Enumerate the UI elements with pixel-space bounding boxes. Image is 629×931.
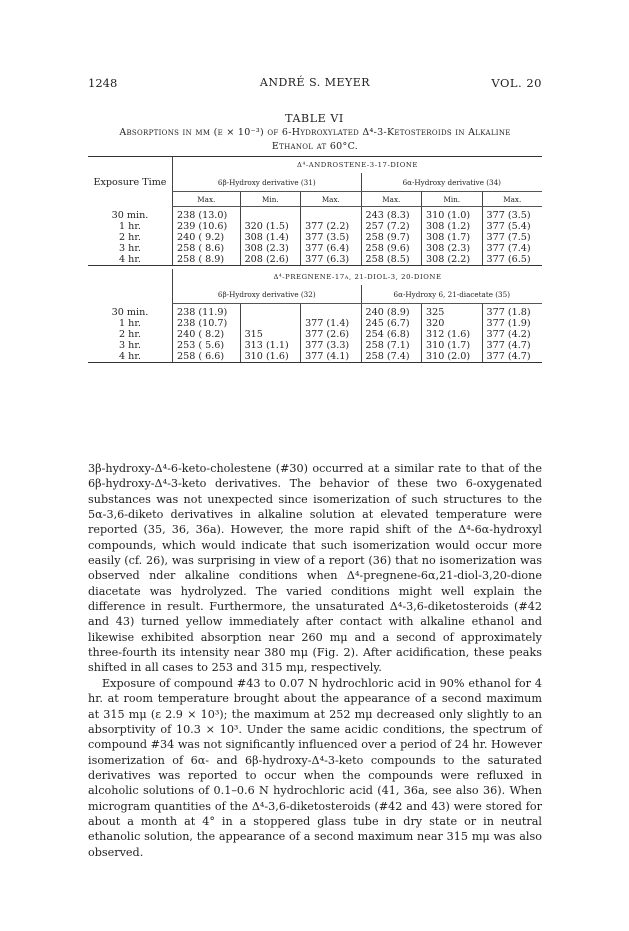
exposure-time-cell: 4 hr.: [88, 254, 173, 266]
subheader-row: [88, 192, 542, 207]
absorption-value-cell: 377 (1.4): [301, 318, 361, 329]
absorption-value-cell: 377 (4.7): [482, 340, 542, 351]
absorption-value-cell: 238 (13.0): [173, 210, 241, 221]
paragraph-2: Exposure of compound #43 to 0.07 N hydrochloric acid in 90% ethanol for 4 hr. at room temperature brought about the appearance of a second maximum at 315 mμ (ε 2.9 × 10³); the maximum at 252 mμ decreased only slightly to an absorptivity of 10.3 × 10³. Under the same acidic conditions, the spectrum of compound #34 was not significantly influenced over a period of 24 hr. However isomerization of 6α- and 6β-hydroxy-Δ⁴-3-keto compounds to the saturated derivatives was reported to occur when the compounds were refluxed in alcoholic solutions of 0.1–0.6 N hydrochloric acid (41, 36a, see also 36). When microgram quantities of the Δ⁴-3,6-diketosteroids (#42 and 43) were stored for about a month at 4° in a stoppered glass tube in dry state or in neutral ethanolic solution, the appearance of a second maximum near 315 mμ was also observed.: [88, 676, 542, 859]
absorption-value-cell: 308 (2.3): [422, 243, 482, 254]
absorption-value-cell: 258 ( 8.9): [173, 254, 241, 266]
absorption-value-cell: 240 ( 8.2): [173, 329, 241, 340]
absorption-value-cell: 312 (1.6): [422, 329, 482, 340]
table-row: [88, 307, 542, 318]
absorption-value-cell: 377 (1.9): [482, 318, 542, 329]
absorption-value-cell: 240 ( 9.2): [173, 232, 241, 243]
absorption-value-cell: 238 (11.9): [173, 307, 241, 318]
exposure-blank: [88, 269, 173, 285]
absorption-value-cell: 253 ( 5.6): [173, 340, 241, 351]
compound-title: Δ⁴-ANDROSTENE-3-17-DIONE: [173, 157, 543, 174]
absorption-value-cell: 245 (6.7): [361, 318, 421, 329]
table-caption: [88, 126, 542, 154]
spacer: [88, 363, 542, 367]
absorption-value-cell: 377 (5.4): [482, 221, 542, 232]
absorption-value-cell: 377 (3.5): [482, 210, 542, 221]
absorption-value-cell: 254 (6.8): [361, 329, 421, 340]
absorption-value-cell: 258 ( 8.6): [173, 243, 241, 254]
subheader-cell: Max.: [301, 192, 361, 207]
absorption-value-cell: 308 (1.4): [240, 232, 300, 243]
section2-title-row: [88, 269, 542, 285]
subheader-cell: Min.: [422, 192, 482, 207]
table-caption-line-2: Ethanol at 60°C.: [271, 141, 359, 152]
table-title: TABLE VI: [285, 112, 344, 125]
subheader-cell: Max.: [173, 192, 241, 207]
absorption-value-cell: 377 (1.8): [482, 307, 542, 318]
exposure-blank: [88, 192, 173, 207]
exposure-time-cell: 3 hr.: [119, 243, 141, 254]
table-row: [88, 329, 542, 340]
absorption-value-cell: 377 (4.2): [482, 329, 542, 340]
table-row: [88, 340, 542, 351]
section1-title-row: [88, 157, 542, 174]
absorption-value-cell: 238 (10.7): [173, 318, 241, 329]
subheader-cell: Max.: [361, 192, 421, 207]
absorption-value-cell: 377 (3.3): [301, 340, 361, 351]
table-row: [88, 254, 542, 266]
absorption-value-cell: 377 (7.4): [482, 243, 542, 254]
exposure-time-cell: 1 hr.: [119, 318, 141, 329]
absorption-value-cell: 377 (2.6): [301, 329, 361, 340]
absorption-value-cell: [240, 307, 300, 318]
absorption-value-cell: 377 (4.7): [482, 351, 542, 363]
group-6alpha-header: 6α-Hydroxy 6, 21-diacetate (35): [361, 285, 542, 304]
table-row: [88, 221, 542, 232]
exposure-time-cell: 2 hr.: [119, 232, 141, 243]
absorption-value-cell: 310 (2.0): [422, 351, 482, 363]
absorption-value-cell: 258 (9.6): [361, 243, 421, 254]
subheader-cell: Min.: [240, 192, 300, 207]
absorption-value-cell: 310 (1.0): [422, 210, 482, 221]
absorption-value-cell: [240, 210, 300, 221]
compound-title: Δ⁴-PREGNENE-17α, 21-DIOL-3, 20-DIONE: [173, 269, 543, 285]
exposure-time-cell: 30 min.: [111, 307, 149, 318]
absorption-value-cell: 308 (2.3): [240, 243, 300, 254]
author-name: ANDRÉ S. MEYER: [259, 76, 371, 89]
absorption-value-cell: 258 (9.7): [361, 232, 421, 243]
section1-group-row: [88, 173, 542, 192]
absorption-value-cell: 308 (1.2): [422, 221, 482, 232]
group-6beta-header: 6β-Hydroxy derivative (32): [173, 285, 362, 304]
absorption-value-cell: 258 (7.4): [361, 351, 421, 363]
table-row: [88, 210, 542, 221]
absorption-value-cell: 208 (2.6): [240, 254, 300, 266]
table-row: [88, 318, 542, 329]
volume-label: VOL. 20: [491, 76, 542, 90]
exposure-time-header: [88, 285, 173, 304]
exposure-time-cell: 30 min.: [111, 210, 149, 221]
absorption-value-cell: 258 (8.5): [361, 254, 421, 266]
absorption-value-cell: 377 (7.5): [482, 232, 542, 243]
absorption-value-cell: 315: [240, 329, 300, 340]
absorption-value-cell: 377 (6.4): [301, 243, 361, 254]
absorption-value-cell: 310 (1.7): [422, 340, 482, 351]
absorption-value-cell: 239 (10.6): [173, 221, 241, 232]
exposure-time-cell: 1 hr.: [119, 221, 141, 232]
absorption-value-cell: 310 (1.6): [240, 351, 300, 363]
absorption-value-cell: 320 (1.5): [240, 221, 300, 232]
absorption-value-cell: 243 (8.3): [361, 210, 421, 221]
absorption-value-cell: 258 (7.1): [361, 340, 421, 351]
exposure-time-cell: 3 hr.: [119, 340, 141, 351]
absorption-value-cell: 377 (6.3): [301, 254, 361, 266]
absorption-value-cell: [240, 318, 300, 329]
absorption-value-cell: 308 (2.2): [422, 254, 482, 266]
exposure-blank: [88, 157, 173, 174]
paragraph-1: 3β-hydroxy-Δ⁴-6-keto-cholestene (#30) occurred at a similar rate to that of the 6β-hydroxy-Δ⁴-3-keto derivatives. The behavior of these two 6-oxygenated substances was not unexpected since isomerization of such structures to the 5α-3,6-diketo derivatives in alkaline solution at elevated temperature were reported (35, 36, 36a). However, the more rapid shift of the Δ⁴-6α-hydroxyl compounds, which would indicate that such isomerization would occur more easily (cf. 26), was surprising in view of a report (36) that no isomerization was observed nder alkaline conditions when Δ⁴-pregnene-6α,21-diol-3,20-dione diacetate was hydrolyzed. The varied conditions might well explain the difference in result. Furthermore, the unsaturated Δ⁴-3,6-diketosteroids (#42 and 43) turned yellow immediately after contact with alkaline ethanol and likewise exhibited absorption near 260 mμ and a second of approximately three-fourth its intensity near 380 mμ (Fig. 2). After acidification, these peaks shifted in all cases to 253 and 315 mμ, respectively.: [88, 462, 542, 675]
body-text: [88, 461, 542, 860]
absorption-value-cell: [301, 210, 361, 221]
page-number: 1248: [88, 76, 118, 90]
group-6beta-header: 6β-Hydroxy derivative (31): [173, 173, 362, 192]
exposure-time-header: Exposure Time: [93, 176, 167, 188]
absorption-value-cell: 308 (1.7): [422, 232, 482, 243]
absorption-value-cell: 377 (3.5): [301, 232, 361, 243]
table-caption-line-1: Absorptions in mμ (ε × 10⁻³) of 6-Hydroxylated Δ⁴-3-Ketosteroids in Alkaline: [119, 127, 511, 138]
absorption-value-cell: 325: [422, 307, 482, 318]
absorption-value-cell: 313 (1.1): [240, 340, 300, 351]
absorption-value-cell: 377 (6.5): [482, 254, 542, 266]
table-row: [88, 243, 542, 254]
absorption-value-cell: 240 (8.9): [361, 307, 421, 318]
subheader-cell: Max.: [482, 192, 542, 207]
absorption-value-cell: 320: [422, 318, 482, 329]
absorption-value-cell: 257 (7.2): [361, 221, 421, 232]
absorption-value-cell: 258 ( 6.6): [173, 351, 241, 363]
group-6alpha-header: 6α-Hydroxy derivative (34): [361, 173, 542, 192]
section2-group-row: [88, 285, 542, 304]
exposure-time-cell: 2 hr.: [119, 329, 141, 340]
table-row: [88, 232, 542, 243]
absorption-table: [88, 156, 542, 366]
running-header: [88, 76, 542, 92]
absorption-value-cell: [301, 307, 361, 318]
exposure-time-cell: 4 hr.: [88, 351, 173, 363]
spacer-row: [88, 363, 542, 367]
table-row: [88, 351, 542, 363]
absorption-value-cell: 377 (2.2): [301, 221, 361, 232]
absorption-value-cell: 377 (4.1): [301, 351, 361, 363]
